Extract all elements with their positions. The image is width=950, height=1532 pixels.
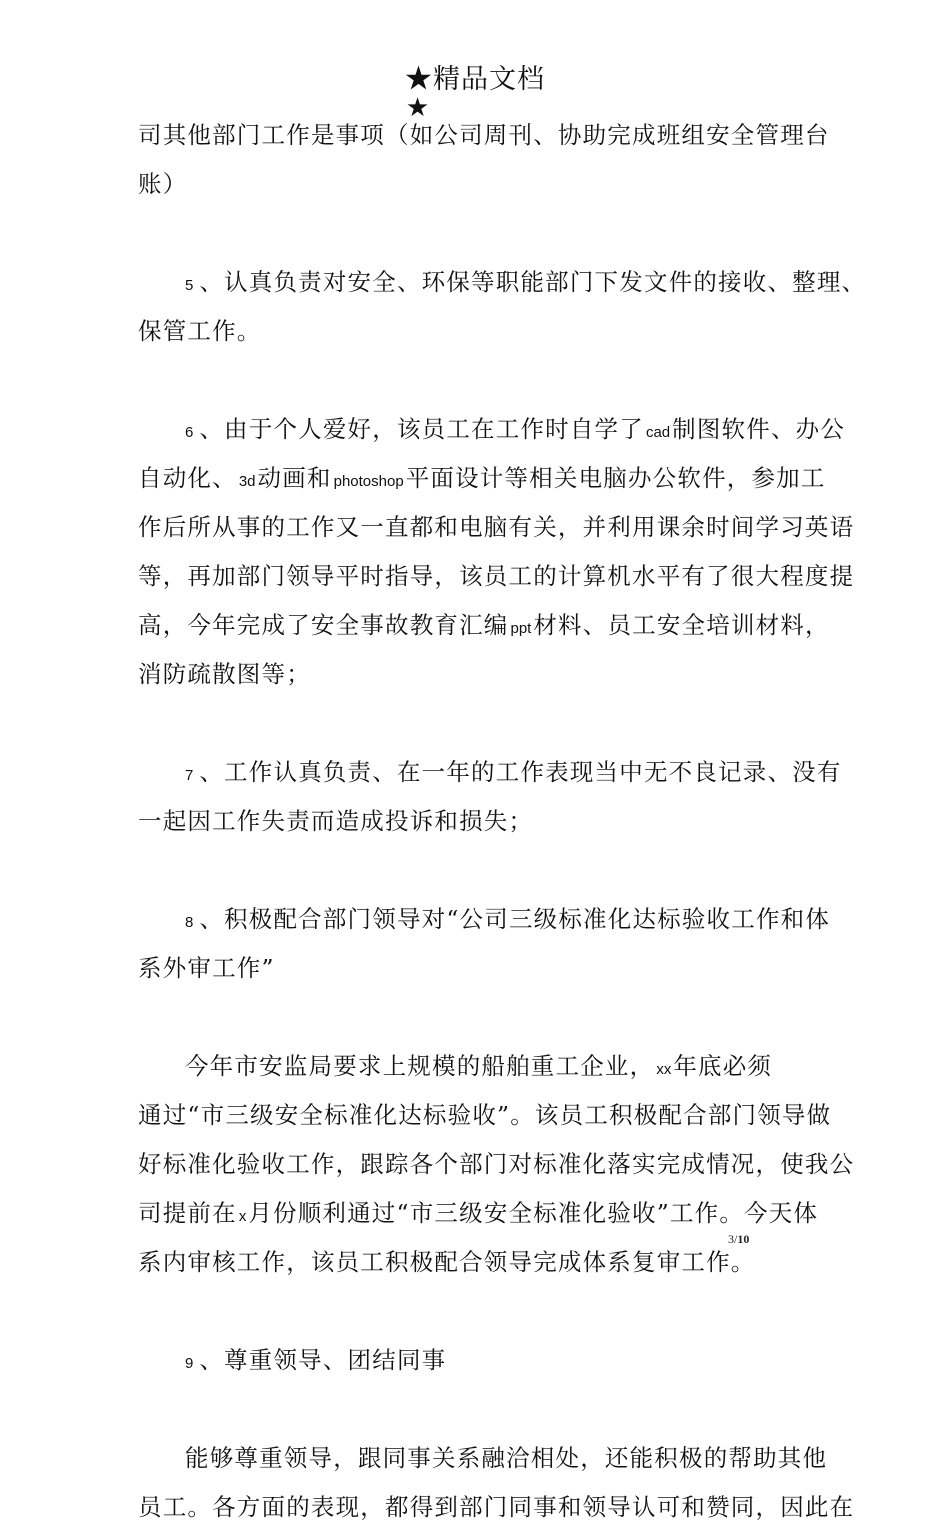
text-line: 好标准化验收工作，跟踪各个部门对标准化落实完成情况，使我公 — [138, 1150, 855, 1178]
item-number: 7 — [185, 767, 194, 784]
paragraph-line — [138, 944, 828, 993]
paragraph-line — [138, 1189, 828, 1238]
paragraph-gap — [138, 1385, 828, 1434]
paragraph-gap — [138, 699, 828, 748]
text-segment: 平面设计等相关电脑办公软件，参加工 — [405, 464, 826, 492]
paragraph-line — [138, 650, 828, 699]
document-header-star: ★ — [405, 93, 430, 123]
text-line: 、工作认真负责、在一年的工作表现当中无不良记录、没有 — [199, 758, 842, 786]
text-segment: 司提前在 — [138, 1199, 237, 1227]
paragraph-line — [138, 601, 828, 650]
item-number: 9 — [185, 1355, 194, 1372]
paragraph-gap — [138, 209, 828, 258]
paragraph-line-item-7 — [138, 748, 842, 797]
paragraph-line — [138, 111, 828, 160]
text-segment: 自动化、 — [138, 464, 237, 492]
paragraph-line — [138, 1140, 855, 1189]
page-number — [728, 1232, 749, 1247]
paragraph-line — [138, 307, 828, 356]
text-segment: 高，今年完成了安全事故教育汇编 — [138, 611, 509, 639]
paragraph-line — [138, 160, 828, 209]
text-line: 一起因工作失责而造成投诉和损失； — [138, 807, 534, 835]
paragraph-gap — [138, 846, 828, 895]
text-segment: 动画和 — [257, 464, 332, 492]
latin-text: 3d — [238, 473, 256, 490]
text-line: 、认真负责对安全、环保等职能部门下发文件的接收、整理、 — [199, 268, 867, 296]
text-line: 、尊重领导、团结同事 — [199, 1346, 447, 1374]
latin-text: cad — [645, 424, 671, 441]
latin-text: xx — [656, 1061, 672, 1078]
text-line: 等，再加部门领导平时指导，该员工的计算机水平有了很大程度提 — [138, 562, 855, 590]
text-line: 通过“市三级安全标准化达标验收”。该员工积极配合部门领导做 — [138, 1101, 832, 1129]
text-segment: 、由于个人爱好，该员工在工作时自学了 — [199, 415, 644, 443]
text-line: 员工。各方面的表现，都得到部门同事和领导认可和赞同，因此在 — [138, 1493, 855, 1521]
text-line: 、积极配合部门领导对“公司三级标准化达标验收工作和体 — [199, 905, 831, 933]
page-current: 3/ — [728, 1232, 738, 1246]
paragraph-line-item-9 — [138, 1336, 828, 1385]
item-number: 5 — [185, 277, 194, 294]
text-segment: 今年市安监局要求上规模的船舶重工企业， — [185, 1052, 655, 1080]
text-line: 系内审核工作，该员工积极配合领导完成体系复审工作。 — [138, 1248, 756, 1276]
latin-text: ppt — [510, 620, 532, 637]
text-line: 系外审工作” — [138, 954, 275, 982]
item-number: 6 — [185, 424, 194, 441]
item-number: 8 — [185, 914, 194, 931]
text-line: 保管工作。 — [138, 317, 262, 345]
document-header-title: ★精品文档 — [405, 64, 545, 95]
paragraph-line-item-5 — [138, 258, 867, 307]
latin-text: photoshop — [333, 473, 404, 490]
latin-text: x — [238, 1208, 247, 1225]
paragraph-line — [138, 797, 828, 846]
paragraph-gap — [138, 1287, 828, 1336]
text-line: 能够尊重领导，跟同事关系融洽相处，还能积极的帮助其他 — [185, 1444, 828, 1472]
paragraph-line — [138, 1238, 828, 1287]
paragraph-line-item-6 — [138, 405, 846, 454]
text-line: 作后所从事的工作又一直都和电脑有关，并利用课余时间学习英语 — [138, 513, 855, 541]
paragraph-line — [138, 1434, 828, 1483]
text-segment: 月份顺利通过“市三级安全标准化验收”工作。今天体 — [248, 1199, 819, 1227]
text-line: 消防疏散图等； — [138, 660, 311, 688]
paragraph-line — [138, 1091, 832, 1140]
paragraph-gap — [138, 993, 828, 1042]
paragraph-line-item-8 — [138, 895, 831, 944]
text-segment: 材料、员工安全培训材料， — [533, 611, 830, 639]
paragraph-line — [138, 552, 855, 601]
paragraph-line — [138, 454, 828, 503]
text-segment: 制图软件、办公 — [672, 415, 846, 443]
paragraph-line — [138, 1042, 828, 1091]
document-body — [138, 111, 867, 1532]
paragraph-line — [138, 1483, 855, 1532]
paragraph-line — [138, 503, 855, 552]
text-line: 司其他部门工作是事项（如公司周刊、协助完成班组安全管理台 — [138, 121, 830, 149]
text-line: 账） — [138, 170, 188, 198]
text-segment: 年底必须 — [673, 1052, 773, 1080]
paragraph-gap — [138, 356, 828, 405]
page-total: 10 — [737, 1232, 750, 1246]
